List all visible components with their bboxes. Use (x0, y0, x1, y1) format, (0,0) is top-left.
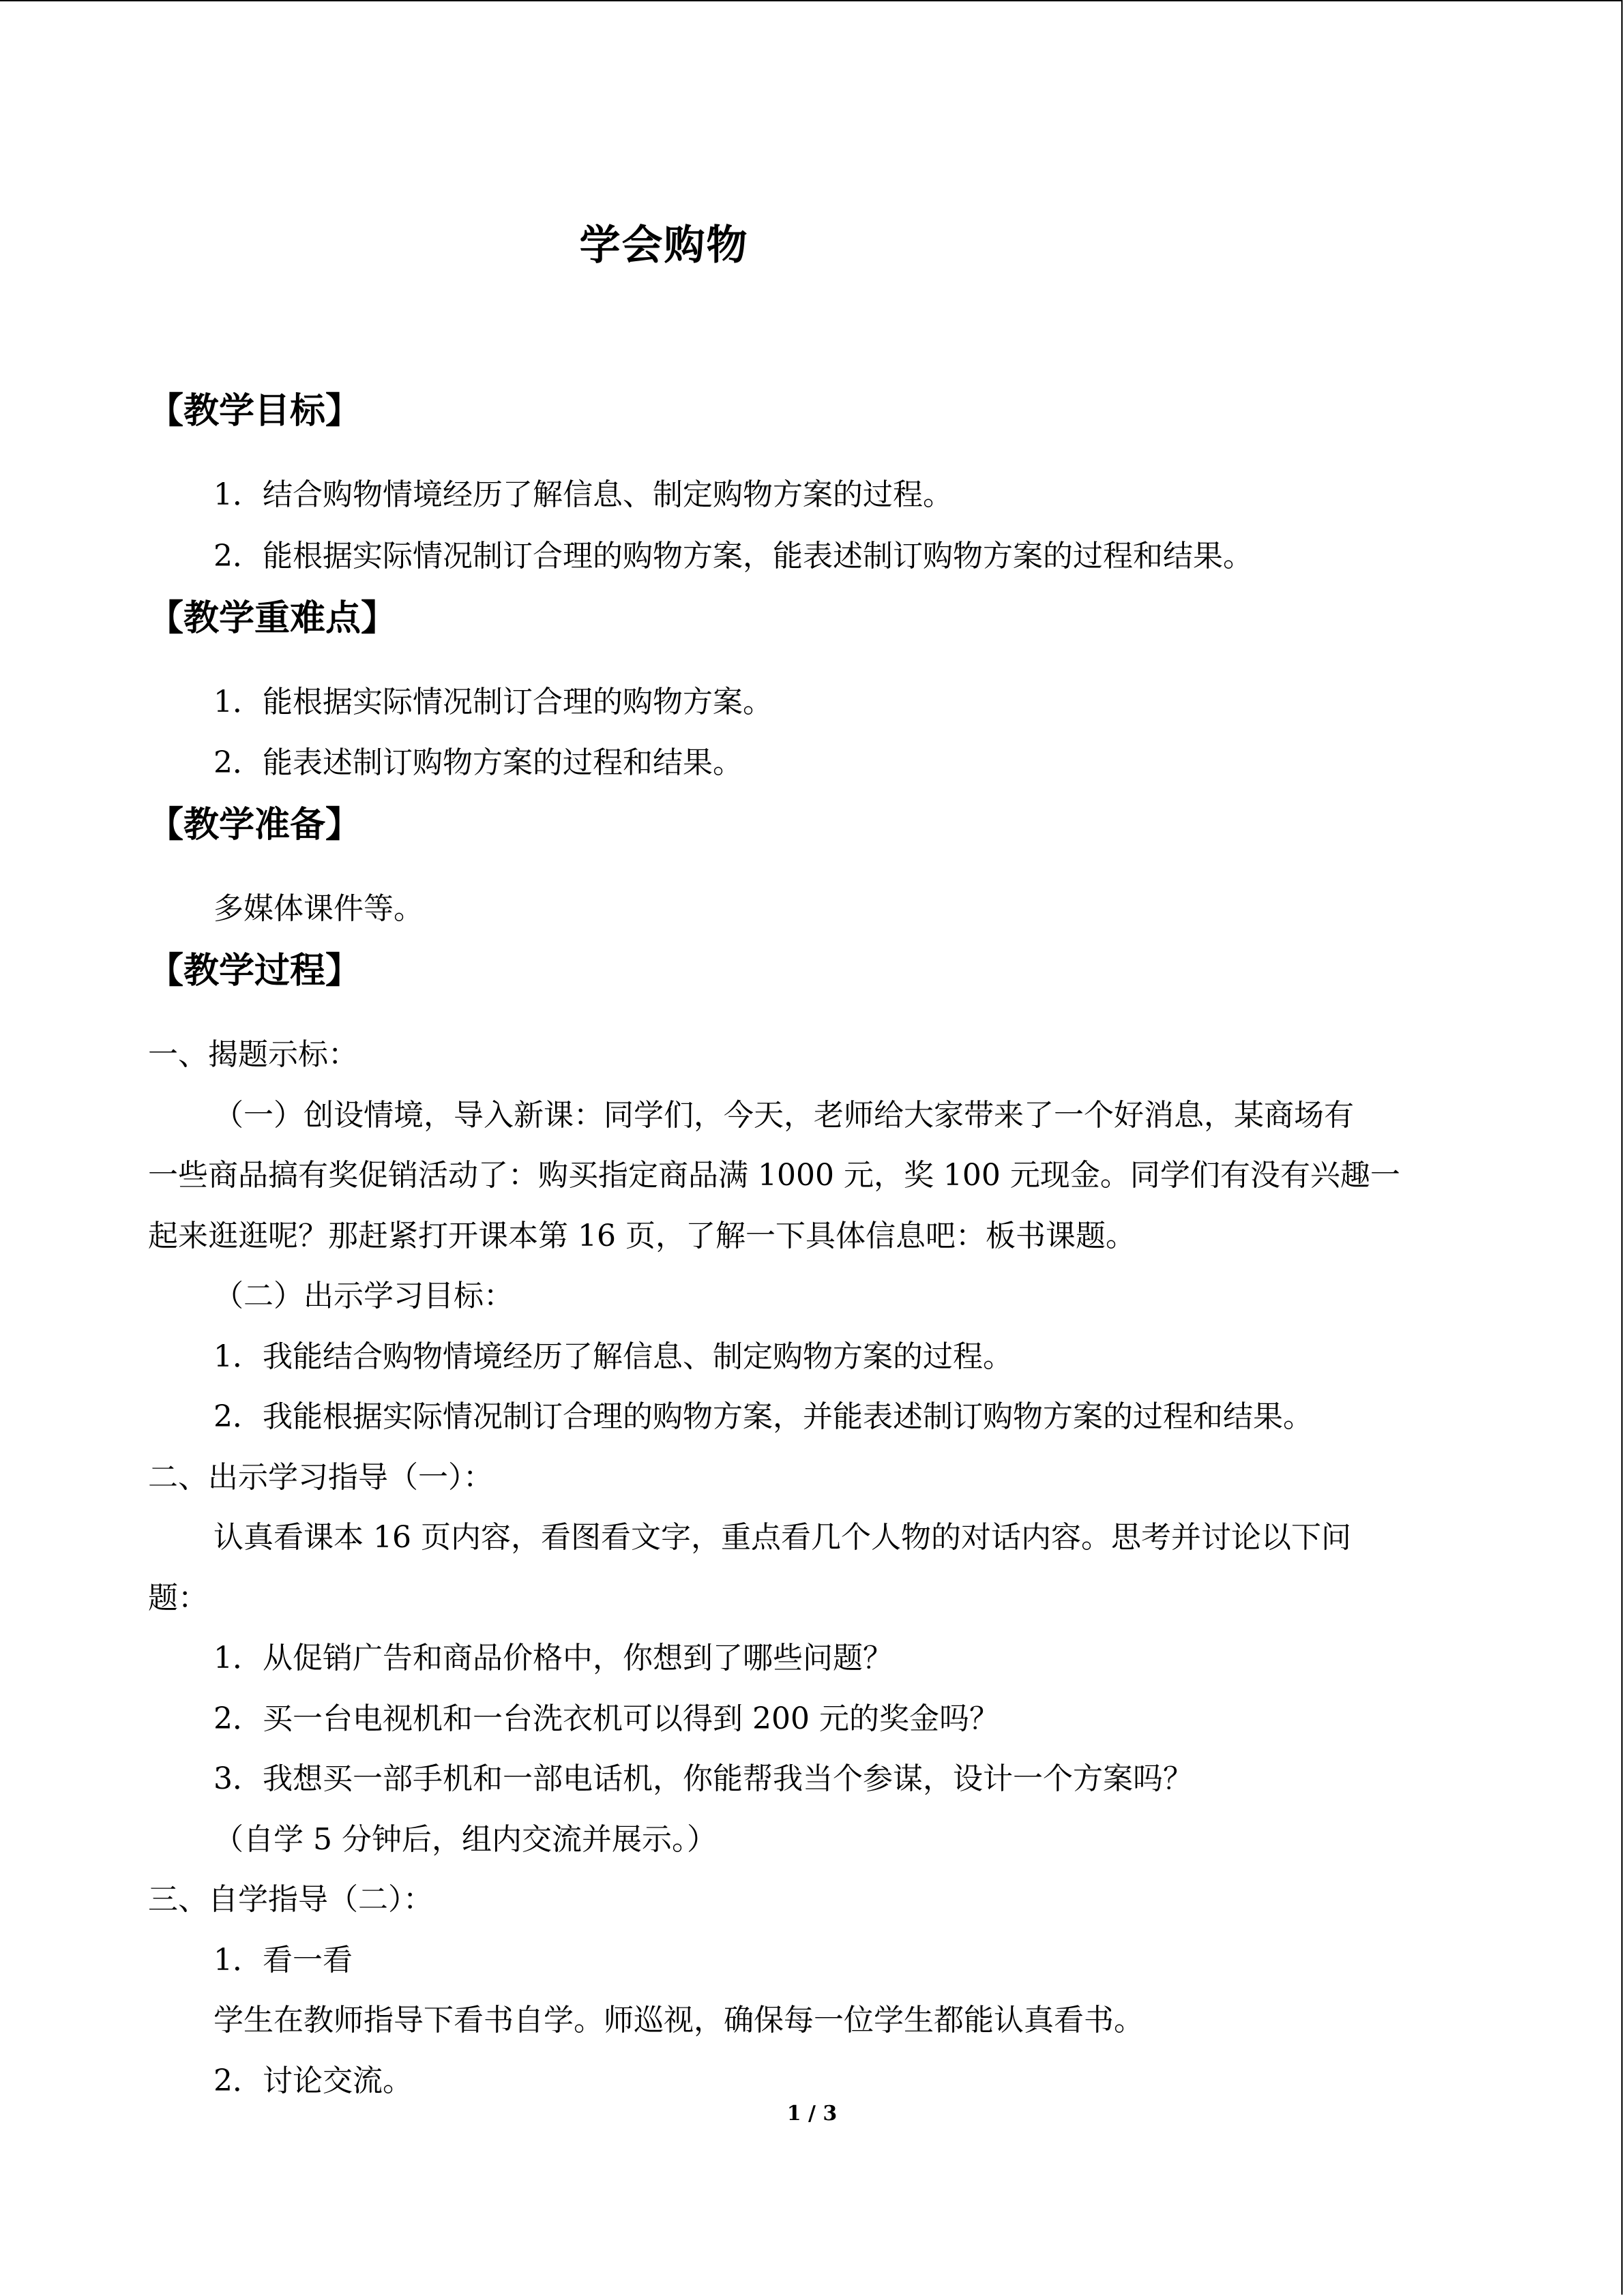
process-part3-title: 三、自学指导（二）： (148, 1882, 433, 1917)
process-part1-title: 一、揭题示标： (148, 1037, 358, 1072)
key-point-item: 2．能表述制订购物方案的过程和结果。 (213, 745, 743, 780)
page-title: 学会购物 (579, 222, 749, 269)
process-paragraph-line: 一些商品搞有奖促销活动了：购买指定商品满 1000 元，奖 100 元现金。同学们有没有兴趣一 (148, 1158, 1400, 1193)
section-heading-goals: 【教学目标】 (148, 391, 361, 432)
question-item: 2．买一台电视机和一台洗衣机可以得到 200 元的奖金吗？ (213, 1701, 999, 1736)
process-step-item: 学生在教师指导下看书自学。师巡视，确保每一位学生都能认真看书。 (213, 2003, 1144, 2038)
goal-item: 2．能根据实际情况制订合理的购物方案，能表述制订购物方案的过程和结果。 (213, 539, 1253, 573)
key-point-item: 1．能根据实际情况制订合理的购物方案。 (213, 685, 773, 719)
process-paragraph-line: 起来逛逛呢？那赶紧打开课本第 16 页，了解一下具体信息吧：板书课题。 (148, 1219, 1136, 1253)
preparation-text: 多媒体课件等。 (213, 891, 424, 926)
process-step-item: 1．看一看 (213, 1943, 353, 1978)
process-paragraph-line: （一）创设情境，导入新课：同学们，今天，老师给大家带来了一个好消息，某商场有 (213, 1098, 1354, 1133)
section-heading-preparation: 【教学准备】 (148, 805, 361, 846)
question-item: 3．我想买一部手机和一部电话机，你能帮我当个参谋，设计一个方案吗？ (213, 1761, 1193, 1796)
goal-item: 1．结合购物情境经历了解信息、制定购物方案的过程。 (213, 477, 953, 512)
process-paragraph-line: 认真看课本 16 页内容，看图看文字，重点看几个人物的对话内容。思考并讨论以下问 (213, 1520, 1351, 1555)
process-note: （自学 5 分钟后，组内交流并展示。） (213, 1822, 717, 1857)
learning-goal-item: 2．我能根据实际情况制订合理的购物方案，并能表述制订购物方案的过程和结果。 (213, 1399, 1313, 1434)
process-step-item: 2．讨论交流。 (213, 2063, 413, 2098)
section-heading-process: 【教学过程】 (148, 951, 361, 992)
process-paragraph-line: 题： (148, 1581, 208, 1615)
process-part2-title: 二、出示学习指导（一）： (148, 1460, 493, 1495)
page-number: 1 / 3 (786, 2102, 838, 2126)
question-item: 1．从促销广告和商品价格中，你想到了哪些问题？ (213, 1641, 893, 1675)
process-subheading: （二）出示学习目标： (213, 1279, 514, 1313)
learning-goal-item: 1．我能结合购物情境经历了解信息、制定购物方案的过程。 (213, 1339, 1013, 1374)
section-heading-key-points: 【教学重难点】 (148, 598, 397, 639)
